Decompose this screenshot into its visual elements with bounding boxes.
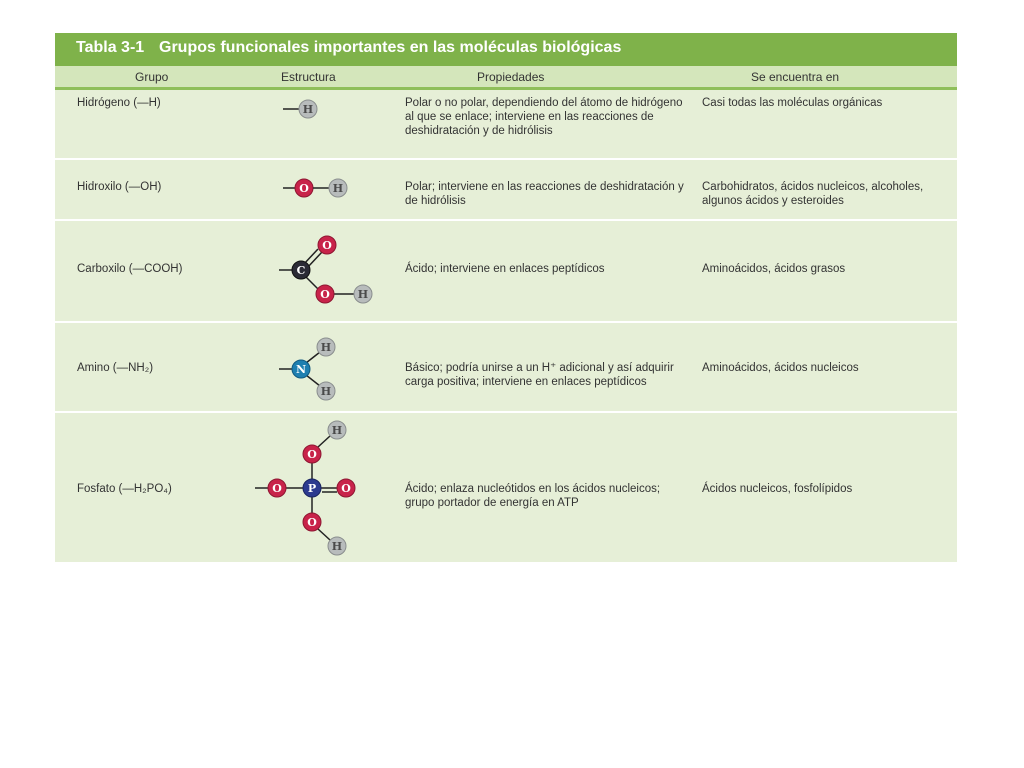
table-header-row <box>55 66 957 90</box>
properties-text: Básico; podría unirse a un H⁺ adicional y así adquirir carga positiva; interviene en enlaces peptídicos <box>405 362 674 388</box>
properties-text: Polar; interviene en las reacciones de deshidratación y de hidrólisis <box>405 181 684 207</box>
found-in-text: Aminoácidos, ácidos grasos <box>702 263 846 275</box>
group-name: Amino (—NH₂) <box>77 362 154 374</box>
atom-label: O <box>341 482 351 495</box>
atom-label: O <box>320 288 330 301</box>
group-name: Fosfato (—H₂PO₄) <box>77 483 172 495</box>
table-row-phosphate <box>55 413 957 562</box>
table-row-hydrogen <box>55 90 957 160</box>
atom-label: H <box>320 385 332 398</box>
atom-label: O <box>307 448 317 461</box>
properties-text: Ácido; interviene en enlaces peptídicos <box>405 263 605 275</box>
atom-label: H <box>320 341 332 354</box>
table-title: Grupos funcionales importantes en las moléculas biológicas <box>159 39 622 56</box>
hydrogen-structure-diagram <box>245 90 365 160</box>
group-name: Carboxilo (—COOH) <box>77 263 183 275</box>
found-in-text: Aminoácidos, ácidos nucleicos <box>702 362 859 374</box>
found-in-text: Ácidos nucleicos, fosfolípidos <box>702 483 853 495</box>
table-row-carboxyl <box>55 221 957 323</box>
atom-label: O <box>272 482 282 495</box>
atom-label: P <box>307 482 317 495</box>
atom-label: H <box>302 103 314 116</box>
atom-label: H <box>332 182 344 195</box>
amino-structure-diagram <box>245 323 385 413</box>
phosphate-structure-diagram <box>225 413 385 562</box>
header-found-in: Se encuentra en <box>751 70 840 84</box>
functional-groups-table <box>55 33 957 562</box>
found-in-text: Carbohidratos, ácidos nucleicos, alcoholes, algunos ácidos y esteroides <box>702 181 924 207</box>
header-group: Grupo <box>135 70 169 84</box>
header-properties: Propiedades <box>477 70 545 84</box>
hydroxyl-structure-diagram <box>245 160 365 221</box>
table-number: Tabla 3-1 <box>76 39 145 56</box>
atom-label: H <box>331 540 343 553</box>
header-structure: Estructura <box>281 70 336 84</box>
atom-label: O <box>299 182 309 195</box>
atom-label: N <box>295 363 307 376</box>
carboxyl-structure-diagram <box>245 221 385 323</box>
group-name: Hidroxilo (—OH) <box>77 181 162 193</box>
table-row-amino <box>55 323 957 413</box>
group-name: Hidrógeno (—H) <box>77 97 161 109</box>
atom-label: C <box>296 264 306 277</box>
atom-label: O <box>322 239 332 252</box>
atom-label: H <box>331 424 343 437</box>
table-title-bar <box>55 33 957 66</box>
properties-text: Ácido; enlaza nucleótidos en los ácidos nucleicos; grupo portador de energía en ATP <box>405 483 661 509</box>
table-row-hydroxyl <box>55 160 957 221</box>
properties-text: Polar o no polar, dependiendo del átomo de hidrógeno al que se enlace; interviene en las reacciones de deshidratación y de hidrólisis <box>405 97 683 137</box>
found-in-text: Casi todas las moléculas orgánicas <box>702 97 883 109</box>
atom-label: O <box>307 516 317 529</box>
atom-label: H <box>357 288 369 301</box>
